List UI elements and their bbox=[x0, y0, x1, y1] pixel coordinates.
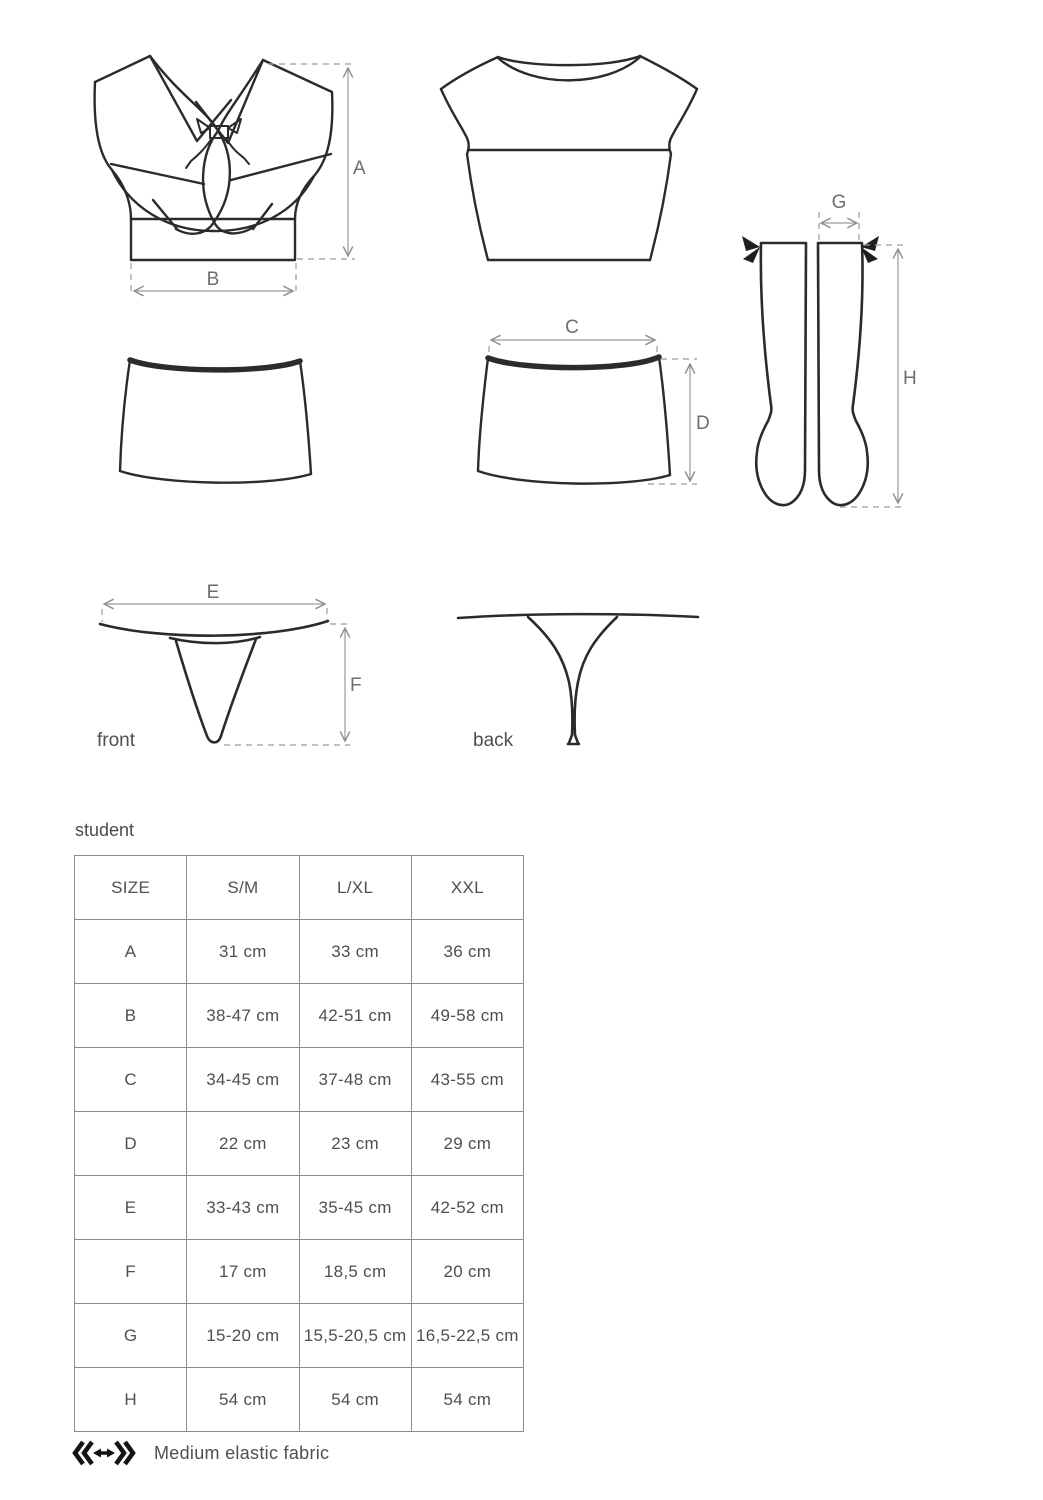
cell-value: 17 cm bbox=[187, 1240, 299, 1304]
top-back-drawing bbox=[441, 56, 697, 260]
row-label: D bbox=[75, 1112, 187, 1176]
dim-line-H bbox=[840, 245, 904, 507]
col-header-sm: S/M bbox=[187, 856, 299, 920]
front-view-label: front bbox=[97, 730, 136, 751]
cell-value: 33 cm bbox=[299, 920, 411, 984]
row-label: E bbox=[75, 1176, 187, 1240]
cell-value: 42-52 cm bbox=[411, 1176, 523, 1240]
back-view-label: back bbox=[473, 730, 514, 751]
dim-line-D bbox=[648, 359, 697, 484]
bow-detail bbox=[186, 119, 249, 168]
row-label: G bbox=[75, 1304, 187, 1368]
table-row bbox=[75, 1048, 524, 1112]
stockings-drawing bbox=[756, 243, 867, 505]
cell-value: 29 cm bbox=[411, 1112, 523, 1176]
top-front-drawing bbox=[95, 56, 333, 260]
skirt-front-drawing bbox=[120, 360, 311, 483]
col-header-size: SIZE bbox=[75, 856, 187, 920]
row-label: A bbox=[75, 920, 187, 984]
thong-back-drawing bbox=[458, 614, 698, 744]
dim-label-g: G bbox=[831, 192, 847, 213]
table-row bbox=[75, 1176, 524, 1240]
cell-value: 15,5-20,5 cm bbox=[299, 1304, 411, 1368]
col-header-xxl: XXL bbox=[411, 856, 523, 920]
cell-value: 37-48 cm bbox=[299, 1048, 411, 1112]
row-label: B bbox=[75, 984, 187, 1048]
dim-label-h: H bbox=[903, 368, 917, 389]
fabric-note-text: Medium elastic fabric bbox=[154, 1442, 330, 1463]
cell-value: 18,5 cm bbox=[299, 1240, 411, 1304]
cell-value: 36 cm bbox=[411, 920, 523, 984]
cell-value: 15-20 cm bbox=[187, 1304, 299, 1368]
dim-line-A bbox=[268, 64, 355, 259]
elasticity-arrow-icon bbox=[72, 1438, 136, 1468]
col-header-lxl: L/XL bbox=[299, 856, 411, 920]
cell-value: 16,5-22,5 cm bbox=[411, 1304, 523, 1368]
thong-front-drawing bbox=[100, 621, 328, 742]
cell-value: 23 cm bbox=[299, 1112, 411, 1176]
cell-value: 35-45 cm bbox=[299, 1176, 411, 1240]
table-row bbox=[75, 1304, 524, 1368]
cell-value: 42-51 cm bbox=[299, 984, 411, 1048]
cell-value: 20 cm bbox=[411, 1240, 523, 1304]
table-row bbox=[75, 1240, 524, 1304]
stocking-bows bbox=[742, 236, 879, 263]
size-table bbox=[74, 855, 524, 1432]
size-table-title: student bbox=[75, 820, 135, 840]
cell-value: 54 cm bbox=[187, 1368, 299, 1432]
cell-value: 31 cm bbox=[187, 920, 299, 984]
dim-label-b: B bbox=[206, 269, 220, 290]
skirt-back-drawing bbox=[478, 357, 670, 484]
cell-value: 34-45 cm bbox=[187, 1048, 299, 1112]
cell-value: 38-47 cm bbox=[187, 984, 299, 1048]
cell-value: 54 cm bbox=[299, 1368, 411, 1432]
cell-value: 54 cm bbox=[411, 1368, 523, 1432]
cell-value: 22 cm bbox=[187, 1112, 299, 1176]
fabric-note-row bbox=[72, 1438, 329, 1468]
dim-line-G bbox=[819, 212, 859, 241]
table-row bbox=[75, 1112, 524, 1176]
table-row bbox=[75, 920, 524, 984]
row-label: H bbox=[75, 1368, 187, 1432]
table-row bbox=[75, 1368, 524, 1432]
dim-label-c: C bbox=[565, 317, 579, 338]
row-label: F bbox=[75, 1240, 187, 1304]
dim-label-f: F bbox=[350, 675, 362, 696]
table-row bbox=[75, 984, 524, 1048]
dim-label-a: A bbox=[353, 158, 366, 179]
dim-label-d: D bbox=[696, 413, 710, 434]
cell-value: 43-55 cm bbox=[411, 1048, 523, 1112]
size-table-header-row bbox=[75, 856, 524, 920]
dim-line-C bbox=[489, 340, 657, 357]
dim-label-e: E bbox=[206, 582, 220, 603]
row-label: C bbox=[75, 1048, 187, 1112]
cell-value: 49-58 cm bbox=[411, 984, 523, 1048]
cell-value: 33-43 cm bbox=[187, 1176, 299, 1240]
dim-line-E bbox=[102, 604, 327, 622]
